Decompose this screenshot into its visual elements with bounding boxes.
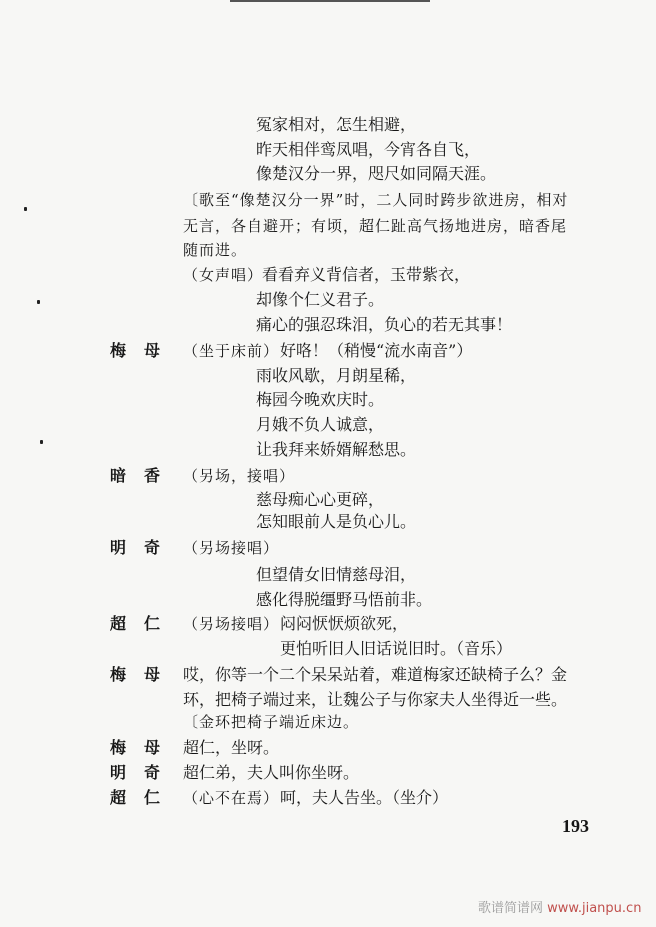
verse-line: 慈母痴心心更碎， bbox=[256, 490, 385, 509]
top-rule bbox=[230, 0, 430, 2]
speaker-name: 梅 母 bbox=[110, 738, 161, 757]
stage-direction: （另场接唱） bbox=[183, 615, 280, 633]
watermark: 歌谱简谱网 www.jianpu.cn bbox=[478, 901, 642, 916]
verse-line: 怎知眼前人是负心儿。 bbox=[256, 512, 417, 531]
stage-direction: 〔金环把椅子端近床边。 bbox=[183, 713, 360, 731]
verse-line: 雨收风歇，月朗星稀， bbox=[256, 366, 417, 385]
scan-speck bbox=[37, 300, 40, 304]
verse-line: 但望倩女旧情慈母泪， bbox=[256, 565, 417, 584]
verse-line: 冤家相对，怎生相避， bbox=[256, 115, 417, 134]
verse-line: 闷闷恹恹烦欲死， bbox=[280, 614, 409, 633]
scan-speck bbox=[24, 207, 27, 211]
stage-direction: （另场，接唱） bbox=[183, 467, 296, 485]
speaker-name: 梅 母 bbox=[110, 665, 161, 684]
dialogue-text: 超仁弟，夫人叫你坐呀。 bbox=[183, 763, 360, 782]
speaker-name: 明 奇 bbox=[110, 538, 161, 557]
stage-direction: （心不在焉） bbox=[183, 789, 280, 807]
dialogue-text: 呵，夫人告坐。（坐介） bbox=[280, 788, 449, 807]
singing-note: （女声唱） bbox=[183, 266, 264, 284]
verse-line: 看看弃义背信者，玉带紫衣， bbox=[262, 265, 471, 284]
stage-direction: 〔歌至“像楚汉分一界”时，二人同时跨步欲进房，相对 bbox=[183, 191, 569, 209]
speaker-name: 超 仁 bbox=[110, 614, 161, 633]
dialogue-text: 环，把椅子端过来，让魏公子与你家夫人坐得近一些。 bbox=[183, 690, 568, 709]
verse-line: 却像个仁义君子。 bbox=[256, 290, 385, 309]
verse-line: 更怕听旧人旧话说旧时。（音乐） bbox=[280, 639, 513, 658]
verse-line: 昨天相伴鸾凤唱，今宵各自飞， bbox=[256, 140, 481, 159]
verse-line: 痛心的强忍珠泪，负心的若无其事！ bbox=[256, 315, 513, 334]
stage-direction: 无言，各自避开；有顷，超仁趾高气扬地进房，暗香尾 bbox=[183, 217, 568, 235]
verse-line: 像楚汉分一界，咫尺如同隔天涯。 bbox=[256, 164, 497, 183]
dialogue-text: 哎，你等一个二个呆呆站着，难道梅家还缺椅子么？金 bbox=[183, 665, 568, 684]
verse-line: 让我拜来娇婿解愁思。 bbox=[256, 440, 417, 459]
dialogue-text: 超仁，坐呀。 bbox=[183, 738, 280, 757]
stage-direction: 随而进。 bbox=[183, 241, 248, 259]
page-number: 193 bbox=[562, 816, 589, 836]
speaker-name: 梅 母 bbox=[110, 341, 161, 360]
scan-speck bbox=[40, 440, 43, 444]
stage-direction: （坐于床前） bbox=[183, 342, 280, 360]
dialogue-text: 好咯！（稍慢“流水南音”） bbox=[280, 341, 473, 360]
speaker-name: 明 奇 bbox=[110, 763, 161, 782]
speaker-name: 超 仁 bbox=[110, 788, 161, 807]
stage-direction: （另场接唱） bbox=[183, 539, 280, 557]
verse-line: 感化得脱缰野马悟前非。 bbox=[256, 590, 433, 609]
verse-line: 月娥不负人诚意， bbox=[256, 415, 385, 434]
verse-line: 梅园今晚欢庆时。 bbox=[256, 390, 385, 409]
speaker-name: 暗 香 bbox=[110, 466, 161, 485]
